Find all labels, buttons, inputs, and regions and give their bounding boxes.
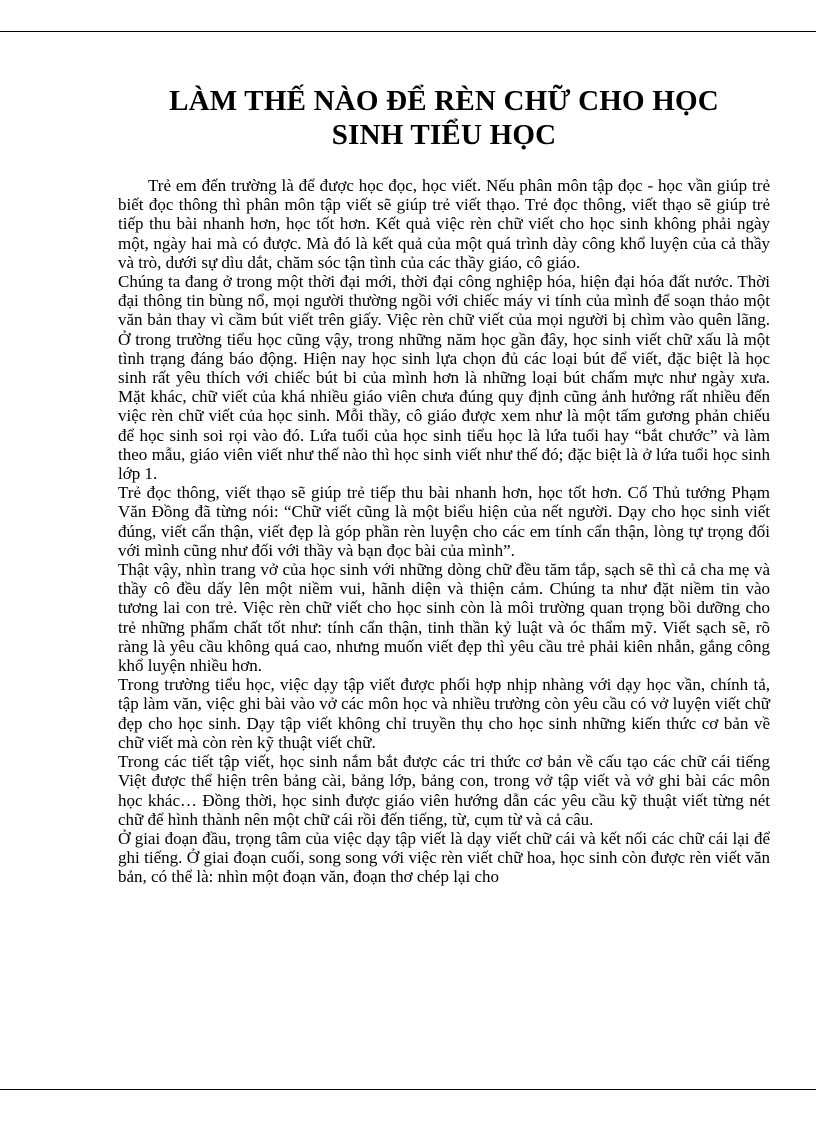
paragraph: Trẻ em đến trường là để được học đọc, học viết. Nếu phân môn tập đọc - học vần giúp trẻ biết đọc thông thì phân môn tập viết sẽ giúp trẻ viết thạo. Trẻ đọc thông, viết thạo sẽ giúp trẻ tiếp thu bài nhanh hơn, học tốt hơn. Kết quả việc rèn chữ viết cho học sinh không phải ngày một, ngày hai mà có được. Mà đó là kết quả của một quá trình dày công khổ luyện của cả thầy và trò, dưới sự dìu dắt, chăm sóc tận tình của các thầy giáo, cô giáo. — [118, 176, 770, 272]
paragraph: Thật vậy, nhìn trang vở của học sinh với những dòng chữ đều tăm tắp, sạch sẽ thì cả cha mẹ và thầy cô đều dấy lên một niềm vui, hãnh diện và thiện cảm. Chúng ta như đặt niềm tin vào tương lai con trẻ. Việc rèn chữ viết cho học sinh còn là môi trường quan trọng bồi dưỡng cho trẻ những phẩm chất tốt như: tính cẩn thận, tinh thần kỷ luật và óc thẩm mỹ. Viết sạch sẽ, rõ ràng là yêu cầu không quá cao, nhưng muốn viết đẹp thì yêu cầu trẻ phải kiên nhẫn, gắng công khổ luyện nhiều hơn. — [118, 560, 770, 676]
paragraph: Ở giai đoạn đầu, trọng tâm của việc dạy tập viết là dạy viết chữ cái và kết nối các chữ cái lại để ghi tiếng. Ở giai đoạn cuối, song song với việc rèn viết chữ hoa, học sinh còn được rèn viết văn bản, có thể là: nhìn một đoạn văn, đoạn thơ chép lại cho — [118, 828, 770, 887]
paragraph: Trong trường tiểu học, việc dạy tập viết được phối hợp nhịp nhàng với dạy học vần, chính tả, tập làm văn, việc ghi bài vào vở các môn học và nhiều trường còn yêu cầu có vở luyện viết chữ đẹp cho học sinh. Dạy tập viết không chỉ truyền thụ cho học sinh những kiến thức cơ bản về chữ viết mà còn rèn kỹ thuật viết chữ. — [118, 675, 770, 752]
paragraph: Trẻ đọc thông, viết thạo sẽ giúp trẻ tiếp thu bài nhanh hơn, học tốt hơn. Cố Thủ tướng Phạm Văn Đồng đã từng nói: “Chữ viết cũng là một biểu hiện của nết người. Dạy cho học sinh viết đúng, viết cẩn thận, viết đẹp là góp phần rèn luyện cho các em tính cẩn thận, lòng tự trọng đối với mình cũng như đối với thầy và bạn đọc bài của mình”. — [118, 483, 770, 560]
title-line-2: SINH TIỂU HỌC — [331, 119, 557, 151]
document-page — [118, 84, 770, 887]
paragraph: Chúng ta đang ở trong một thời đại mới, thời đại công nghiệp hóa, hiện đại hóa đất nước. Thời đại thông tin bùng nổ, mọi người thường ngồi với chiếc máy vi tính của mình để soạn thảo một văn bản thay vì cầm bút viết trên giấy. Việc rèn chữ viết của mọi người bị chìm vào quên lãng. Ở trong trường tiểu học cũng vậy, trong những năm học gần đây, học sinh viết chữ xấu là một tình trạng đáng báo động. Hiện nay học sinh lựa chọn đủ các loại bút để viết, đặc biệt là học sinh rất yêu thích với chiếc bút bi của mình hơn là những loại bút chấm mực như ngày xưa. Mặt khác, chữ viết của khá nhiều giáo viên chưa đúng quy định cũng ảnh hưởng rất nhiều đến việc rèn chữ viết của học sinh. Mỗi thầy, cô giáo được xem như là một tấm gương phản chiếu để học sinh soi rọi vào đó. Lứa tuổi của học sinh tiểu học là lứa tuổi hay “bắt chước” và làm theo mẫu, giáo viên viết như thế nào thì học sinh viết như thế đó; đặc biệt là ở lứa tuổi học sinh lớp 1. — [118, 272, 770, 484]
header-rule — [0, 31, 816, 32]
paragraph: Trong các tiết tập viết, học sinh nắm bắt được các tri thức cơ bản về cấu tạo các chữ cái tiếng Việt được thể hiện trên bảng cài, bảng lớp, bảng con, trong vở tập viết và vở ghi bài các môn học khác… Đồng thời, học sinh được giáo viên hướng dẫn các yêu cầu kỹ thuật viết từng nét chữ để hình thành nên một chữ cái rồi đến tiếng, từ, cụm từ và cả câu. — [118, 752, 770, 829]
footer-rule — [0, 1089, 816, 1090]
title-line-1: LÀM THẾ NÀO ĐỂ RÈN CHỮ CHO HỌC — [169, 85, 719, 117]
document-title — [118, 84, 770, 152]
document-body — [118, 176, 770, 887]
